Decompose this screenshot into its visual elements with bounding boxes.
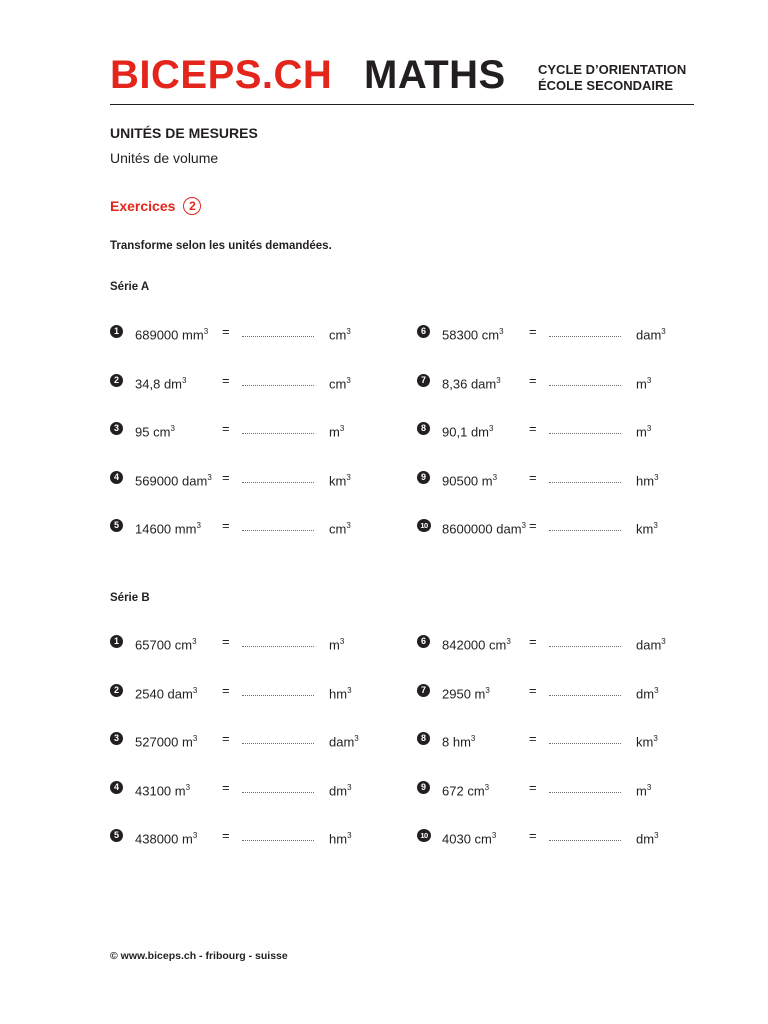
answer-blank[interactable] — [242, 385, 314, 386]
unit-exponent: 3 — [354, 734, 359, 744]
target-unit-text: km — [329, 473, 347, 489]
equals-sign: = — [222, 682, 230, 698]
source-quantity — [135, 372, 186, 393]
unit-exponent: 3 — [347, 782, 352, 792]
source-value: 65700 — [135, 637, 172, 653]
target-unit — [636, 517, 658, 538]
unit-exponent: 3 — [661, 637, 666, 646]
answer-blank[interactable] — [242, 336, 314, 337]
exercise-number-badge: 2 — [183, 197, 201, 215]
source-value: 672 — [442, 783, 464, 799]
answer-blank[interactable] — [242, 840, 314, 841]
source-unit: hm — [452, 734, 471, 750]
footer-copyright: © www.biceps.ch - fribourg - suisse — [110, 950, 288, 962]
source-unit: cm — [174, 637, 193, 653]
header-divider — [110, 104, 694, 105]
target-unit — [636, 682, 659, 703]
target-unit-text: dm — [636, 685, 655, 701]
answer-blank[interactable] — [242, 646, 314, 647]
target-unit — [636, 469, 659, 490]
equals-sign: = — [222, 324, 230, 339]
source-quantity — [442, 633, 511, 654]
source-unit: cm — [489, 637, 507, 653]
source-quantity — [442, 517, 526, 538]
source-unit: dam — [167, 685, 193, 701]
equals-sign: = — [529, 682, 537, 698]
target-unit — [636, 323, 666, 344]
answer-blank[interactable] — [242, 792, 314, 793]
equals-sign: = — [222, 731, 230, 747]
source-quantity — [442, 323, 504, 344]
unit-exponent: 3 — [346, 521, 351, 531]
unit-exponent: 3 — [196, 521, 201, 531]
unit-exponent: 3 — [646, 782, 652, 792]
target-unit-text: dam — [636, 637, 662, 653]
source-unit: m — [481, 473, 493, 489]
equals-sign: = — [222, 469, 230, 485]
source-unit: dm — [163, 375, 182, 391]
item-number-badge: 4 — [110, 781, 123, 794]
equals-sign: = — [222, 372, 230, 388]
exercise-label: Exercices — [110, 198, 176, 214]
target-unit — [329, 323, 351, 344]
source-unit: m — [174, 783, 186, 799]
item-number-badge: 9 — [417, 781, 430, 794]
source-unit: dam — [470, 375, 497, 391]
item-number-badge: 1 — [110, 635, 123, 648]
answer-blank[interactable] — [549, 482, 621, 483]
item-number-badge: 3 — [110, 732, 123, 745]
school-level-line2: ÉCOLE SECONDAIRE — [538, 78, 674, 93]
target-unit-text: dm — [329, 783, 348, 799]
answer-blank[interactable] — [242, 530, 314, 531]
target-unit-text: cm — [329, 327, 347, 343]
target-unit-text: hm — [329, 685, 348, 701]
source-quantity — [442, 469, 497, 490]
source-value: 527000 — [135, 734, 179, 750]
source-value: 90500 — [442, 473, 479, 489]
answer-blank[interactable] — [242, 433, 314, 434]
target-unit-text: m — [636, 424, 647, 440]
item-number-badge: 7 — [417, 684, 430, 697]
unit-exponent: 3 — [192, 637, 197, 646]
unit-exponent: 3 — [185, 782, 191, 792]
source-quantity — [135, 827, 197, 848]
item-number-badge: 8 — [417, 422, 430, 435]
unit-exponent: 3 — [192, 734, 198, 744]
source-quantity — [135, 633, 197, 654]
subject-title: MATHS — [364, 53, 506, 97]
target-unit — [329, 682, 352, 703]
item-number-badge: 2 — [110, 374, 123, 387]
equals-sign: = — [222, 828, 230, 844]
source-quantity — [135, 420, 175, 441]
source-quantity — [442, 372, 501, 393]
equals-sign: = — [529, 421, 537, 437]
unit-exponent: 3 — [506, 637, 511, 646]
source-unit: m — [182, 831, 193, 847]
equals-sign: = — [529, 828, 537, 844]
source-quantity — [135, 469, 212, 490]
unit-exponent: 3 — [347, 685, 352, 695]
source-unit: m — [474, 685, 486, 701]
source-value: 842000 — [442, 637, 486, 653]
item-number-badge: 5 — [110, 519, 123, 532]
unit-exponent: 3 — [192, 685, 198, 695]
source-value: 438000 — [135, 831, 179, 847]
source-unit: dam — [182, 473, 208, 489]
source-value: 8,36 — [442, 375, 468, 391]
unit-exponent: 3 — [654, 685, 659, 695]
answer-blank[interactable] — [242, 482, 314, 483]
equals-sign: = — [222, 518, 230, 534]
answer-blank[interactable] — [242, 743, 314, 744]
series-label: Série B — [110, 592, 150, 604]
answer-blank[interactable] — [549, 743, 621, 744]
exercise-heading — [110, 197, 201, 215]
source-unit: dam — [496, 521, 522, 537]
source-value: 34,8 — [135, 375, 161, 391]
answer-blank[interactable] — [549, 840, 621, 841]
unit-exponent: 3 — [192, 831, 198, 841]
item-number-badge: 6 — [417, 635, 430, 648]
unit-exponent: 3 — [203, 327, 209, 336]
target-unit-text: km — [636, 734, 654, 750]
answer-blank[interactable] — [549, 695, 621, 696]
target-unit-text: m — [329, 637, 340, 653]
target-unit-text: hm — [329, 831, 348, 847]
source-value: 58300 — [442, 327, 479, 343]
item-number-badge: 10 — [417, 519, 431, 532]
target-unit-text: dam — [636, 327, 662, 343]
unit-exponent: 3 — [489, 424, 494, 434]
target-unit-text: dam — [329, 734, 355, 750]
source-unit: dm — [470, 424, 489, 440]
item-number-badge: 10 — [417, 829, 431, 842]
source-value: 689000 — [135, 327, 179, 343]
unit-exponent: 3 — [496, 375, 501, 385]
unit-exponent: 3 — [346, 375, 351, 385]
answer-blank[interactable] — [549, 530, 621, 531]
unit-exponent: 3 — [485, 685, 490, 695]
source-quantity — [442, 827, 496, 848]
equals-sign: = — [222, 779, 230, 795]
equals-sign: = — [222, 421, 230, 437]
equals-sign: = — [529, 372, 537, 388]
target-unit-text: m — [636, 783, 647, 799]
target-unit-text: cm — [329, 521, 347, 537]
source-value: 90,1 — [442, 424, 468, 440]
source-value: 8600000 — [442, 521, 493, 537]
unit-exponent: 3 — [470, 734, 476, 744]
item-number-badge: 5 — [110, 829, 123, 842]
item-number-badge: 4 — [110, 471, 123, 484]
target-unit — [329, 420, 344, 441]
target-unit — [636, 730, 658, 751]
target-unit-text: km — [636, 521, 654, 537]
source-unit: m — [182, 734, 193, 750]
unit-exponent: 3 — [661, 327, 666, 336]
target-unit — [329, 517, 351, 538]
unit-exponent: 3 — [346, 327, 351, 336]
answer-blank[interactable] — [549, 792, 621, 793]
source-value: 4030 — [442, 831, 471, 847]
topic-title: UNITÉS DE MESURES — [110, 125, 258, 141]
target-unit-text: m — [329, 424, 340, 440]
equals-sign: = — [529, 518, 537, 534]
source-quantity — [135, 517, 201, 538]
target-unit — [636, 827, 659, 848]
target-unit — [636, 779, 651, 800]
unit-exponent: 3 — [499, 327, 504, 336]
source-unit: mm — [182, 327, 204, 343]
item-number-badge: 1 — [110, 325, 123, 338]
target-unit-text: m — [636, 375, 647, 391]
unit-exponent: 3 — [646, 424, 652, 434]
source-unit: cm — [467, 783, 485, 799]
unit-exponent: 3 — [491, 831, 497, 841]
unit-exponent: 3 — [346, 472, 351, 482]
source-value: 8 — [442, 734, 450, 750]
answer-blank[interactable] — [549, 433, 621, 434]
instruction: Transforme selon les unités demandées. — [110, 240, 332, 252]
target-unit — [329, 730, 359, 751]
school-level — [538, 62, 686, 94]
unit-exponent: 3 — [654, 472, 659, 482]
target-unit — [636, 420, 651, 441]
unit-exponent: 3 — [339, 637, 345, 646]
source-value: 569000 — [135, 473, 179, 489]
brand-logo: BICEPS.CH — [110, 53, 333, 97]
equals-sign: = — [529, 469, 537, 485]
answer-blank[interactable] — [549, 336, 621, 337]
target-unit — [636, 372, 651, 393]
source-quantity — [442, 420, 493, 441]
source-value: 14600 — [135, 521, 172, 537]
item-number-badge: 2 — [110, 684, 123, 697]
answer-blank[interactable] — [242, 695, 314, 696]
source-value: 43100 — [135, 783, 172, 799]
target-unit — [329, 633, 344, 654]
source-unit: cm — [481, 327, 500, 343]
unit-exponent: 3 — [653, 734, 658, 744]
target-unit — [636, 633, 666, 654]
source-value: 95 — [135, 424, 150, 440]
source-quantity — [442, 779, 489, 800]
source-quantity — [135, 682, 197, 703]
target-unit — [329, 779, 352, 800]
target-unit — [329, 469, 351, 490]
target-unit-text: hm — [636, 473, 655, 489]
unit-exponent: 3 — [207, 472, 212, 482]
source-quantity — [442, 682, 490, 703]
source-value: 2540 — [135, 685, 164, 701]
item-number-badge: 9 — [417, 471, 430, 484]
item-number-badge: 3 — [110, 422, 123, 435]
equals-sign: = — [529, 324, 537, 339]
school-level-line1: CYCLE D’ORIENTATION — [538, 62, 687, 77]
equals-sign: = — [529, 779, 537, 795]
target-unit-text: cm — [329, 375, 347, 391]
answer-blank[interactable] — [549, 646, 621, 647]
source-quantity — [135, 730, 197, 751]
unit-exponent: 3 — [654, 831, 659, 841]
item-number-badge: 8 — [417, 732, 430, 745]
target-unit — [329, 827, 352, 848]
source-unit: cm — [153, 424, 171, 440]
item-number-badge: 6 — [417, 325, 430, 338]
source-quantity — [135, 323, 208, 344]
equals-sign: = — [529, 634, 537, 649]
unit-exponent: 3 — [339, 424, 345, 434]
target-unit-text: dm — [636, 831, 655, 847]
equals-sign: = — [529, 731, 537, 747]
answer-blank[interactable] — [549, 385, 621, 386]
unit-exponent: 3 — [492, 472, 498, 482]
subtopic-title: Unités de volume — [110, 150, 219, 166]
unit-exponent: 3 — [347, 831, 352, 841]
unit-exponent: 3 — [646, 375, 652, 385]
source-value: 2950 — [442, 685, 471, 701]
source-unit: cm — [474, 831, 492, 847]
unit-exponent: 3 — [170, 424, 175, 434]
unit-exponent: 3 — [521, 521, 526, 531]
item-number-badge: 7 — [417, 374, 430, 387]
source-unit: mm — [174, 521, 197, 537]
unit-exponent: 3 — [653, 521, 658, 531]
unit-exponent: 3 — [484, 782, 490, 792]
page-header — [110, 52, 694, 104]
series-label: Série A — [110, 281, 150, 293]
equals-sign: = — [222, 634, 230, 649]
target-unit — [329, 372, 351, 393]
source-quantity — [442, 730, 475, 751]
source-quantity — [135, 779, 190, 800]
unit-exponent: 3 — [182, 375, 187, 385]
